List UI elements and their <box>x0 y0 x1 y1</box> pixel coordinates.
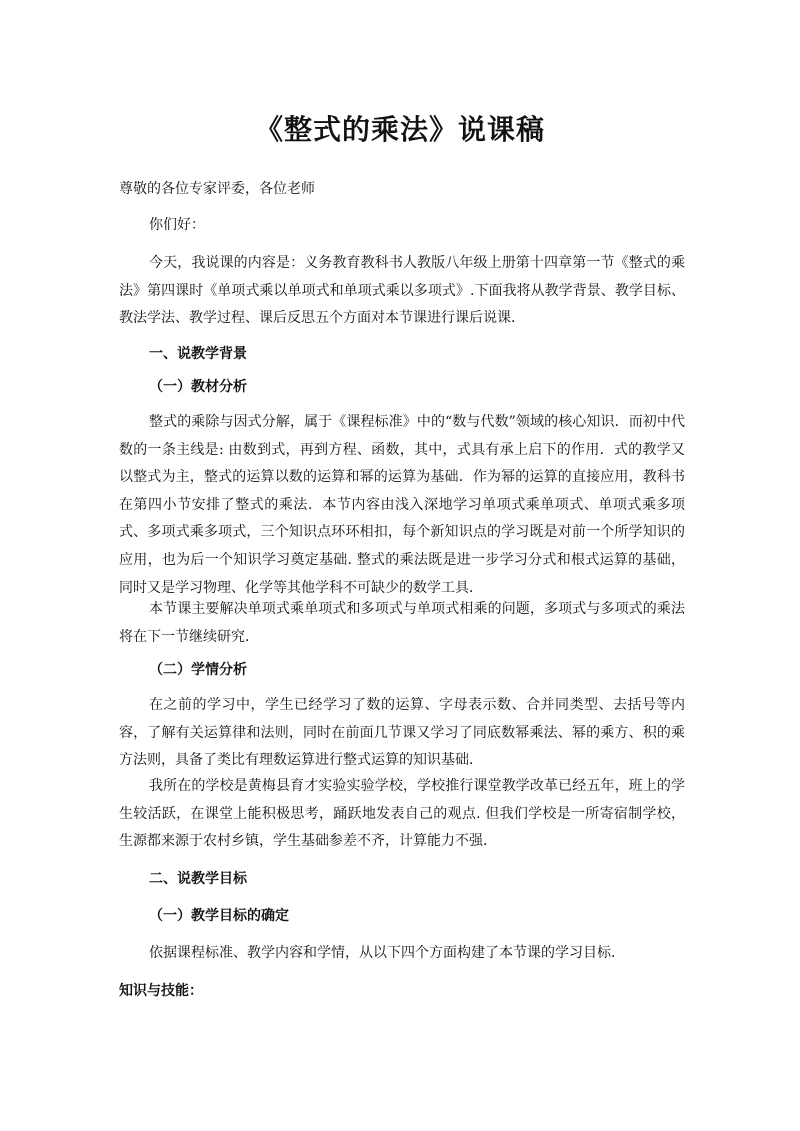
student-analysis-paragraph-1: 在之前的学习中，学生已经学习了数的运算、字母表示数、合并同类型、去括号等内容，了解有关运算律和法则，同时在前面几节课又学习了同底数幂乘法、幂的乘方、积的乘方法则，具备了类比有理数运算进行整式运算的知识基础． <box>119 697 685 769</box>
salutation: 尊敬的各位专家评委，各位老师 <box>119 181 315 197</box>
greeting: 你们好： <box>149 217 205 233</box>
lesson-scope-paragraph: 本节课主要解决单项式乘单项式和多项式与单项式相乘的问题，多项式与多项式的乘法将在下一节继续研究． <box>119 601 685 645</box>
textbook-analysis-paragraph: 整式的乘除与因式分解，属于《课程标准》中的“数与代数”领域的核心知识．而初中代数的一条主线是: 由数到式，再到方程、函数，其中，式具有承上启下的作用．式的教学又以整式为主，整式的运算以数的运算和幂的运算为基础．作为幂的运算的直接应用，教科书在第四小节安排了整式的乘法．本节内容由浅入深地学习单项式乘单项式、单项式乘多项式、多项式乘多项式，三个知识点环环相扣，每个新知识点的学习既是对前一个所学知识的应用，也为后一个知识学习奠定基础. 整式的乘法既是进一步学习分式和根式运算的基础，同时又是学习物理、化学等其他学科不可缺少的数学工具． <box>119 414 685 596</box>
section-heading-background: 一、说教学背景 <box>149 346 247 362</box>
knowledge-skills-heading: 知识与技能： <box>119 983 203 999</box>
subsection-heading-student-analysis: （二）学情分析 <box>149 662 247 678</box>
section-heading-objectives: 二、说教学目标 <box>149 871 247 887</box>
objective-setting-paragraph: 依据课程标准、教学内容和学情，从以下四个方面构建了本节课的学习目标． <box>149 945 625 961</box>
subsection-heading-objective-setting: （一）教学目标的确定 <box>149 908 289 924</box>
student-analysis-paragraph-2: 我所在的学校是黄梅县育才实验实验学校，学校推行课堂教学改革已经五年，班上的学生较活跃，在课堂上能积极思考，踊跃地发表自己的观点. 但我们学校是一所寄宿制学校，生源都来源于农村乡镇，学生基础参差不齐，计算能力不强． <box>119 778 685 850</box>
intro-paragraph: 今天，我说课的内容是：义务教育教科书人教版八年级上册第十四章第一节《整式的乘法》第四课时《单项式乘以单项式和单项式乘以多项式》.下面我将从教学背景、教学目标、教法学法、教学过程、课后反思五个方面对本节课进行课后说课． <box>119 255 685 327</box>
subsection-heading-textbook-analysis: （一）教材分析 <box>149 379 247 395</box>
document-title: 《整式的乘法》说课稿 <box>254 113 545 146</box>
